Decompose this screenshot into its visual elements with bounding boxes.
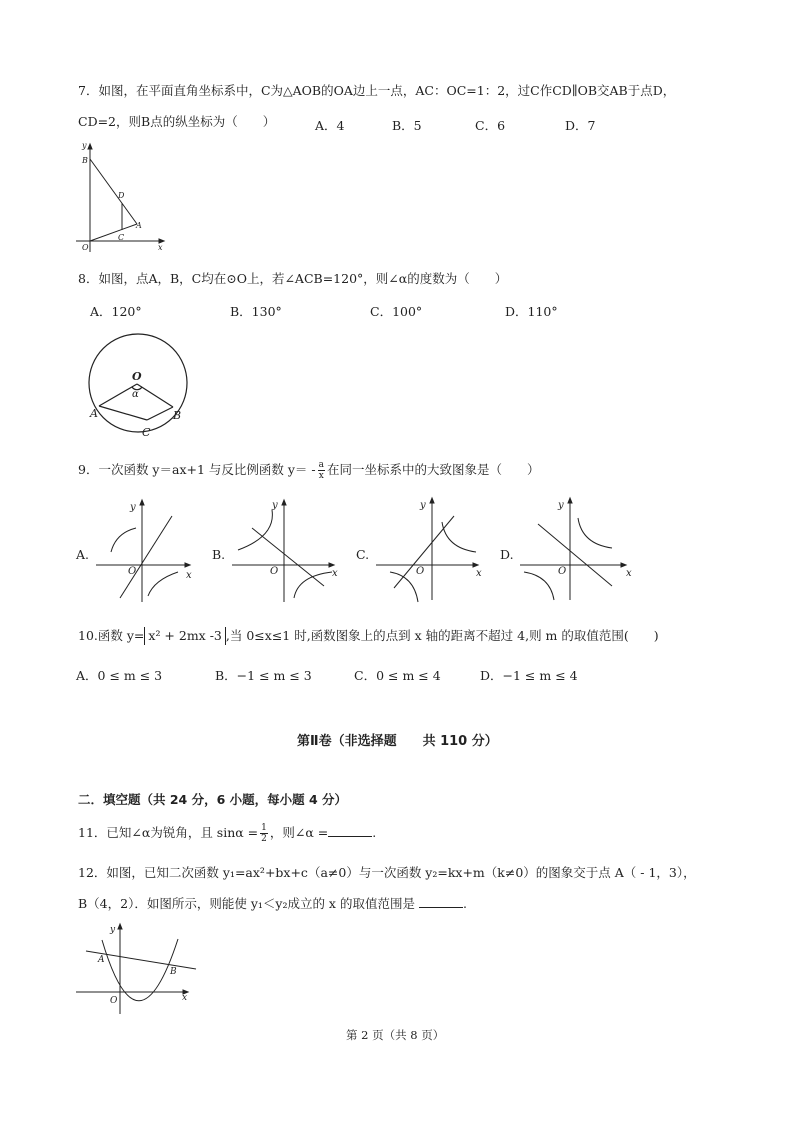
hyperbola-branch-upper	[442, 522, 476, 552]
q12-line2	[78, 895, 467, 913]
q9-frac-num: a	[318, 460, 324, 470]
q8-option-d[interactable]: D．110°	[505, 304, 558, 319]
q7-label-o: O	[82, 243, 89, 252]
q9-suffix: 在同一坐标系中的大致图象是（ ）	[327, 462, 540, 477]
q9c-label-y: y	[420, 500, 426, 511]
q9-frac-den: x	[318, 471, 324, 481]
line-graph	[252, 528, 324, 586]
segment-ab	[90, 159, 137, 224]
hyperbola-branch-lower	[294, 572, 332, 598]
parabola-y1	[102, 939, 178, 1001]
q12-line1: 12．如图，已知二次函数 y₁=ax²+bx+c（a≠0）与一次函数 y₂=kx+m（k≠0）的图象交于点 A（ - 1，3），	[78, 865, 696, 880]
q7-label-c: C	[118, 233, 125, 242]
q9-prefix: 9．一次函数 y＝ax+1 与反比例函数 y＝ -	[78, 462, 316, 477]
q9-line1	[78, 460, 540, 481]
q12-answer-blank[interactable]	[419, 895, 463, 908]
q7-option-b[interactable]: B．5	[392, 118, 422, 133]
q12-figure	[74, 922, 204, 1017]
q12-line2-prefix: B（4，2）．如图所示，则能使 y₁＜y₂成立的 x 的取值范围是	[78, 896, 415, 911]
q8-line1: 8．如图，点A，B，C均在⊙O上，若∠ACB=120°，则∠α的度数为（ ）	[78, 271, 508, 286]
hyperbola-branch-upper	[578, 518, 612, 548]
q9c-label-o: O	[416, 566, 425, 577]
q9-option-d[interactable]: D.	[500, 547, 514, 562]
q12-label-o: O	[110, 996, 118, 1006]
q12-label-y: y	[110, 925, 116, 935]
q9-option-c[interactable]: C.	[356, 547, 370, 562]
section2-title: 二．填空题（共 24 分，6 小题，每小题 4 分）	[78, 792, 348, 807]
q7-label-b: B	[82, 156, 88, 165]
q10-option-b[interactable]: B．−1 ≤ m ≤ 3	[215, 668, 312, 683]
q11-frac-den: 2	[261, 834, 267, 844]
q7-label-a: A	[136, 221, 142, 230]
q10-line1	[78, 627, 659, 645]
line-graph	[538, 524, 612, 586]
q7-line1: 7．如图，在平面直角坐标系中，C为△AOB的OA边上一点，AC：OC=1：2，过C作CD∥OB交AB于点D，	[78, 83, 676, 98]
q9c-label-x: x	[476, 568, 482, 579]
q7-label-d: D	[118, 191, 125, 200]
q9-graph-c	[376, 496, 486, 606]
q11-answer-blank[interactable]	[328, 824, 372, 837]
hyperbola-branch-upper	[111, 528, 136, 552]
q10-abs-expression: x² + 2mx -3	[144, 627, 226, 645]
q8-label-o: O	[132, 370, 142, 383]
q8-label-c: C	[142, 426, 151, 439]
part2-title: 第Ⅱ卷（非选择题 共 110 分）	[297, 734, 498, 749]
q11-prefix: 11．已知∠α为锐角，且 sinα =	[78, 825, 259, 840]
q7-option-d[interactable]: D．7	[565, 118, 596, 133]
q10-suffix: ,当 0≤x≤1 时,函数图象上的点到 x 轴的距离不超过 4,则 m 的取值范围( )	[225, 628, 659, 643]
hyperbola-branch-lower	[524, 572, 554, 600]
segment-ac	[99, 406, 147, 420]
q9-fraction	[318, 460, 325, 481]
q10-option-a[interactable]: A．0 ≤ m ≤ 3	[76, 668, 163, 683]
q9-graph-a	[96, 498, 196, 608]
q11-suffix: ，则∠α =	[269, 825, 329, 840]
segment-oa	[90, 224, 137, 241]
q9b-label-y: y	[272, 500, 278, 511]
q11-frac-num: 1	[261, 823, 267, 833]
q9-option-b[interactable]: B.	[212, 547, 226, 562]
q10-prefix: 10.函数 y=	[78, 628, 145, 643]
q9-graph-d	[520, 496, 635, 606]
q9-option-a[interactable]: A.	[76, 547, 90, 562]
q9a-label-o: O	[128, 566, 137, 577]
page-footer: 第 2 页（共 8 页）	[346, 1028, 445, 1042]
q7-line2: CD=2，则B点的纵坐标为（ ）	[78, 114, 276, 129]
q11-fraction	[260, 823, 268, 844]
q7-label-y: y	[82, 141, 87, 150]
q10-option-c[interactable]: C．0 ≤ m ≤ 4	[354, 668, 441, 683]
line-graph	[120, 516, 172, 598]
q8-label-b: B	[173, 409, 182, 422]
q9b-label-o: O	[270, 566, 279, 577]
q7-label-x: x	[158, 243, 163, 252]
q7-figure	[72, 140, 172, 255]
q8-option-b[interactable]: B．130°	[230, 304, 282, 319]
q8-option-a[interactable]: A．120°	[90, 304, 142, 319]
q8-label-alpha: α	[132, 389, 139, 400]
q9a-label-x: x	[186, 570, 192, 581]
q9d-label-x: x	[626, 568, 632, 579]
q12-label-b: B	[170, 967, 177, 977]
q11-end: .	[372, 825, 377, 840]
q8-option-c[interactable]: C．100°	[370, 304, 423, 319]
q12-label-a: A	[98, 955, 105, 965]
q9d-label-o: O	[558, 566, 567, 577]
q12-line2-end: .	[462, 896, 467, 911]
q8-label-a: A	[90, 407, 98, 420]
q9a-label-y: y	[130, 502, 136, 513]
hyperbola-branch-lower	[148, 572, 178, 596]
q12-label-x: x	[182, 993, 188, 1003]
q7-option-a[interactable]: A．4	[315, 118, 345, 133]
q10-option-d[interactable]: D．−1 ≤ m ≤ 4	[480, 668, 578, 683]
q9-graph-b	[232, 498, 342, 608]
q11-line	[78, 823, 376, 844]
q8-figure	[85, 328, 195, 443]
q7-option-c[interactable]: C．6	[475, 118, 506, 133]
q9d-label-y: y	[558, 500, 564, 511]
q9b-label-x: x	[332, 568, 338, 579]
segment-bc	[147, 407, 173, 420]
